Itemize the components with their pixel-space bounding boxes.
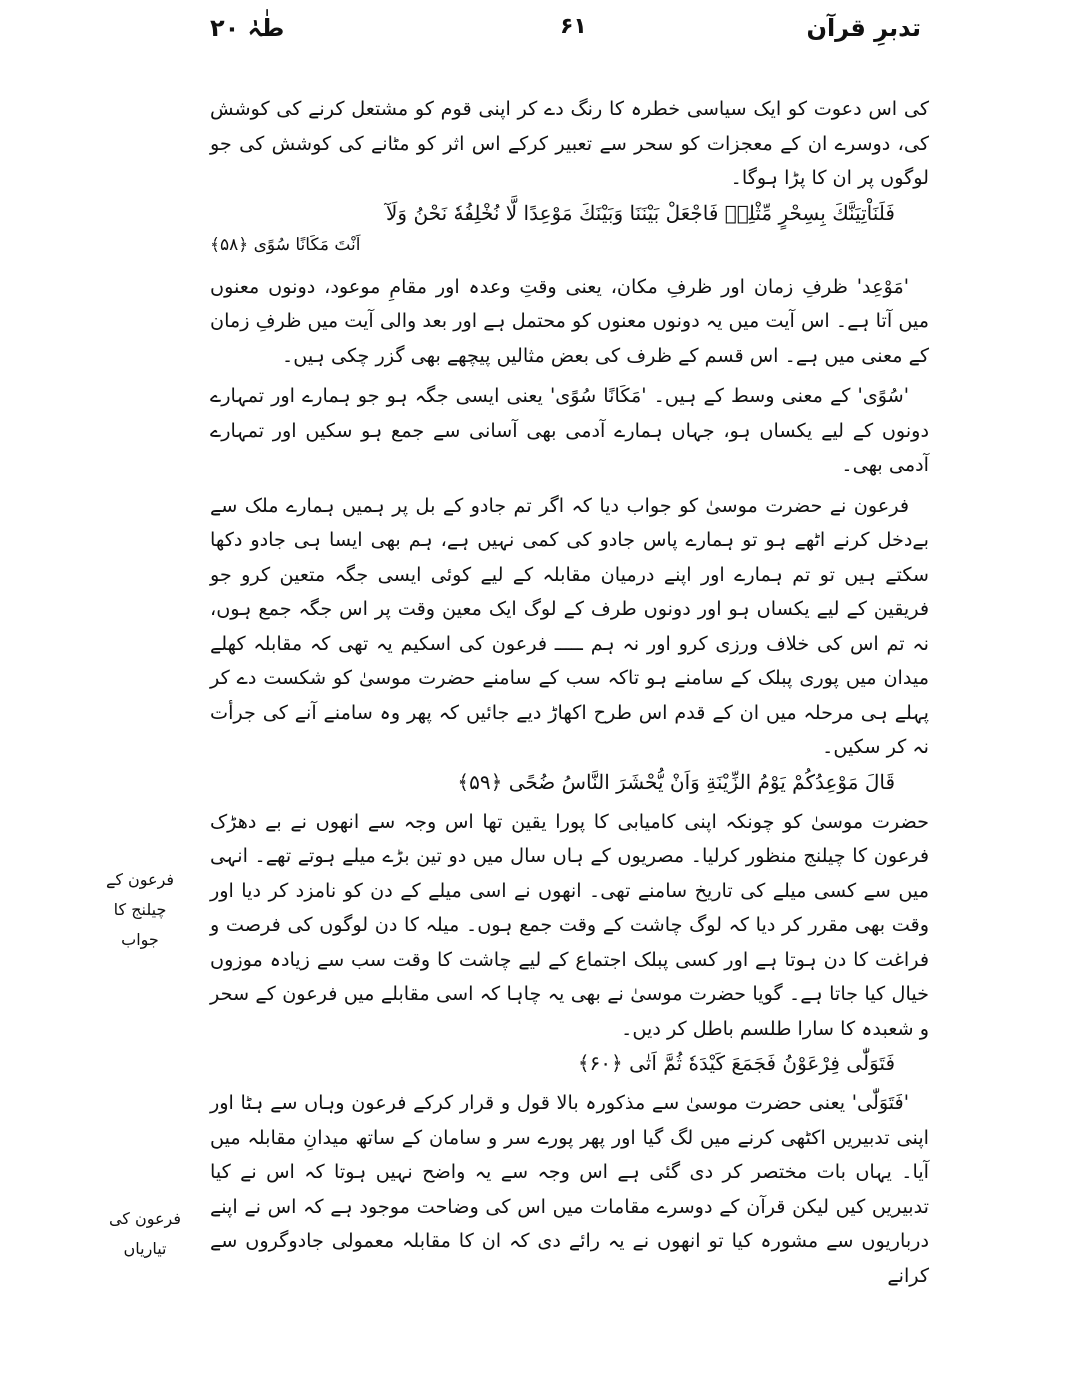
verse-59: قَالَ مَوْعِدُكُمْ يَوْمُ الزِّيْنَةِ وَاَنْ يُّحْشَرَ النَّاسُ ضُحًى ﴿۵۹﴾: [457, 769, 895, 794]
verse-60: فَتَوَلّٰى فِرْعَوْنُ فَجَمَعَ كَيْدَهٗ ثُمَّ اَتٰى ﴿۶۰﴾: [577, 1051, 895, 1075]
paragraph-intro: کی اس دعوت کو ایک سیاسی خطرہ کا رنگ دے کر اپنی قوم کو مشتعل کرنے کی کوشش کی، دوسرے ان کے معجزات کو سحر سے تعبیر کرکے اس اثر کو مٹانے کی کوشش کی جو لوگوں پر ان کا پڑا ہوگا۔: [210, 97, 929, 189]
verse-58-line2: اَنْتَ مَكَانًا سُوًى ﴿۵۸﴾: [210, 234, 361, 255]
page-body: [210, 92, 929, 1293]
page-number: ۶۱: [560, 14, 587, 39]
paragraph-pharaoh-reply: فرعون نے حضرت موسیٰ کو جواب دیا کہ اگر تم جادو کے بل پر ہمیں ہمارے ملک سے بےدخل کرنے اٹھے ہو تو ہمارے پاس جادو کی کمی نہیں ہے، ہم بھی ایسا ہی جادو دکھا سکتے ہیں تو تم ہمارے اور اپنے درمیان مقابلہ کے لیے کوئی ایسی جگہ متعین کرو جو فریقین کے لیے یکساں ہو اور دونوں طرف کے لوگ ایک معین وقت پر اس جگہ جمع ہوں، نہ تم اس کی خلاف ورزی کرو اور نہ ہم ـــــ فرعون کی اسکیم یہ تھی کہ مقابلہ کھلے میدان میں پوری پبلک کے سامنے ہو تاکہ سب کے سامنے حضرت موسیٰ کو شکست دے کر پہلے ہی مرحلہ میں ان کے قدم اس طرح اکھاڑ دیے جائیں کہ پھر وہ سامنے آنے کی جرأت نہ کر سکیں۔: [210, 493, 929, 758]
paragraph-suwa: 'سُوًى' کے معنی وسط کے ہیں۔ 'مَكَانًا سُوًى' یعنی ایسی جگہ ہو جو ہمارے اور تمہارے دونوں کے لیے یکساں ہو، جہاں ہمارے آدمی بھی آسانی سے جمع ہو سکیں اور تمہارے آدمی بھی۔: [210, 384, 929, 476]
paragraph-mauid: 'مَوْعِد' ظرفِ زمان اور ظرفِ مکان، یعنی وقتِ وعدہ اور مقامِ موعود، دونوں معنوں میں آتا ہے۔ اس آیت میں یہ دونوں معنوں کو محتمل ہے اور بعد والی آیت میں ظرفِ زمان کے معنی میں ہے۔ اس قسم کے ظرف کی بعض مثالیں پیچھے بھی گزر چکی ہیں۔: [210, 274, 929, 367]
margin-note-pharaoh-preparations: فرعون کی تیاریاں: [108, 1209, 182, 1258]
paragraph-preparations: 'فَتَوَلّٰى' یعنی حضرت موسیٰ سے مذکورہ بالا قول و قرار کرکے فرعون وہاں سے ہٹا اور اپنی تدبیریں اکٹھی کرنے میں لگ گیا اور پھر پورے سر و سامان کے ساتھ میدانِ مقابلہ میں آیا۔ یہاں بات مختصر کر دی گئی ہے اس وجہ سے یہ واضح نہیں ہوتا کہ اس نے کیا تدبیریں کیں لیکن قرآن کے دوسرے مقامات میں اس کی وضاحت موجود ہے کہ اس نے اپنے درباریوں سے مشورہ کیا تو انھوں نے یہ رائے دی کہ ان کا مقابلہ معمولی جادوگروں سے کرانے: [210, 1091, 929, 1287]
book-title: تدبرِ قرآن: [806, 14, 921, 42]
verse-58-line1: فَلَنَاْتِيَنَّكَ بِسِحْرٍ مِّثْلِهٖ فَاجْعَلْ بَيْنَنَا وَبَيْنَكَ مَوْعِدًا لَّا نُخْلِفُهٗ نَحْنُ وَلَآ: [386, 200, 895, 225]
paragraph-challenge-accepted: حضرت موسیٰ کو چونکہ اپنی کامیابی کا پورا یقین تھا اس وجہ سے انھوں نے بے دھڑک فرعون کا چیلنج منظور کرلیا۔ مصریوں کے ہاں سال میں دو تین بڑے میلے ہوتے تھے۔ انہی میں سے کسی میلے کی تاریخ سامنے تھی۔ انھوں نے اسی میلے کے دن کو نامزد کر دیا اور وقت بھی مقرر کر دیا کہ لوگ چاشت کے وقت جمع ہوں۔ میلہ کا دن لوگوں کی فرصت و فراغت کا دن ہوتا ہے اور کسی پبلک اجتماع کے لیے چاشت کا وقت سب سے زیادہ موزوں خیال کیا جاتا ہے۔ گویا حضرت موسیٰ نے بھی یہ چاہا کہ اسی مقابلے میں فرعون کے سحر و شعبدہ کا سارا طلسم باطل کر دیں۔: [210, 809, 929, 1040]
margin-note-challenge-reply: فرعون کے چیلنج کا جواب: [105, 870, 175, 949]
surah-reference: طٰہٰ ۲۰: [210, 14, 285, 42]
